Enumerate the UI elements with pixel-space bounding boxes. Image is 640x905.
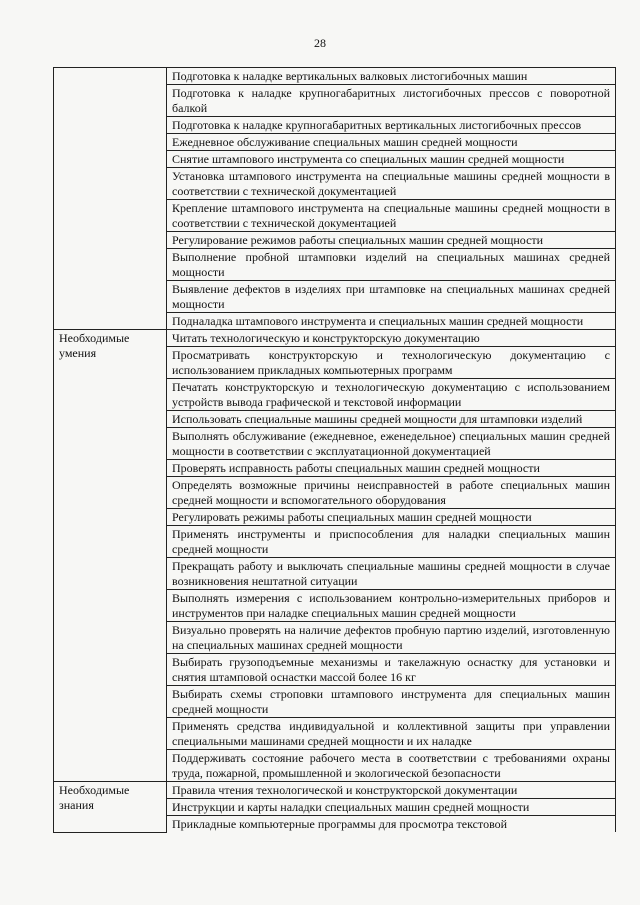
table-item: Подналадка штампового инструмента и специальных машин средней мощности <box>167 313 616 330</box>
labor-function-table <box>53 67 616 833</box>
table-row <box>54 782 616 799</box>
table-item: Визуально проверять на наличие дефектов пробную партию изделий, изготовленную на специальных машинах средней мощности <box>167 622 616 654</box>
table-item: Правила чтения технологической и конструкторской документации <box>167 782 616 799</box>
table-item: Установка штампового инструмента на специальные машины средней мощности в соответствии с технической документацией <box>167 168 616 200</box>
table-item: Регулирование режимов работы специальных машин средней мощности <box>167 232 616 249</box>
page-number: 28 <box>314 36 326 50</box>
table-item: Подготовка к наладке крупногабаритных листогибочных прессов с поворотной балкой <box>167 85 616 117</box>
table-item: Выполнение пробной штамповки изделий на специальных машинах средней мощности <box>167 249 616 281</box>
table-item: Крепление штампового инструмента на специальные машины средней мощности в соответствии с технической документацией <box>167 200 616 232</box>
table-item: Регулировать режимы работы специальных машин средней мощности <box>167 509 616 526</box>
section-heading: Необходимые знания <box>54 782 167 833</box>
table-item: Прикладные компьютерные программы для просмотра текстовой <box>167 816 616 833</box>
table-item: Поддерживать состояние рабочего места в соответствии с требованиями охраны труда, пожарной, промышленной и экологической безопасности <box>167 750 616 782</box>
table-item: Выполнять измерения с использованием контрольно-измерительных приборов и инструментов при наладке специальных машин средней мощности <box>167 590 616 622</box>
table-item: Подготовка к наладке крупногабаритных вертикальных листогибочных прессов <box>167 117 616 134</box>
table-item: Выбирать схемы строповки штампового инструмента для специальных машин средней мощности <box>167 686 616 718</box>
table-item: Подготовка к наладке вертикальных валковых листогибочных машин <box>167 68 616 85</box>
table-item: Ежедневное обслуживание специальных машин средней мощности <box>167 134 616 151</box>
section-heading: Необходимые умения <box>54 330 167 782</box>
table-item: Читать технологическую и конструкторскую документацию <box>167 330 616 347</box>
table-item: Выявление дефектов в изделиях при штамповке на специальных машинах средней мощности <box>167 281 616 313</box>
table-item: Прекращать работу и выключать специальные машины средней мощности в случае возникновения нештатной ситуации <box>167 558 616 590</box>
table-item: Печатать конструкторскую и технологическую документацию с использованием устройств вывода графической и текстовой информации <box>167 379 616 411</box>
table-row <box>54 68 616 85</box>
table-item: Снятие штампового инструмента со специальных машин средней мощности <box>167 151 616 168</box>
section-heading <box>54 68 167 330</box>
table-item: Использовать специальные машины средней мощности для штамповки изделий <box>167 411 616 428</box>
table-body <box>54 68 616 833</box>
table-item: Инструкции и карты наладки специальных машин средней мощности <box>167 799 616 816</box>
table-item: Выполнять обслуживание (ежедневное, еженедельное) специальных машин средней мощности в соответствии с эксплуатационной документацией <box>167 428 616 460</box>
table-item: Выбирать грузоподъемные механизмы и такелажную оснастку для установки и снятия штамповой оснастки массой более 16 кг <box>167 654 616 686</box>
table-row <box>54 330 616 347</box>
table-item: Определять возможные причины неисправностей в работе специальных машин средней мощности и вспомогательного оборудования <box>167 477 616 509</box>
table-item: Просматривать конструкторскую и технологическую документацию с использованием прикладных компьютерных программ <box>167 347 616 379</box>
table-item: Применять инструменты и приспособления для наладки специальных машин средней мощности <box>167 526 616 558</box>
table-item: Проверять исправность работы специальных машин средней мощности <box>167 460 616 477</box>
table-item: Применять средства индивидуальной и коллективной защиты при управлении специальными машинами средней мощности и их наладке <box>167 718 616 750</box>
